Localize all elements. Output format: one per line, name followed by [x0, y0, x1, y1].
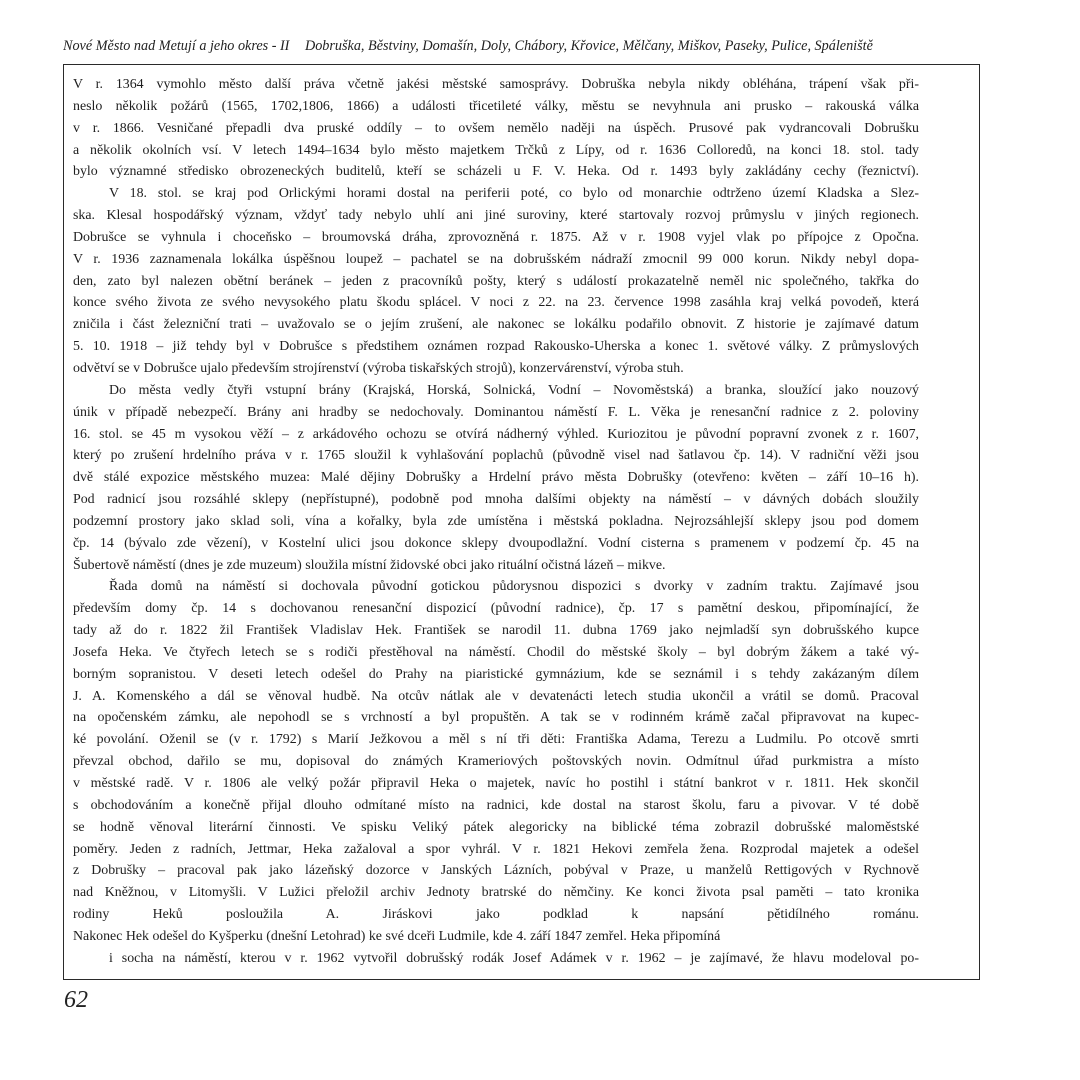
text-line: 16. stol. se 45 m vysokou věží – z arkádového ochozu se otvírá nádherný výhled. Kuriozitou je původní popravní zvonek z r. 1607, [73, 426, 919, 442]
text-line: neslo několik požárů (1565, 1702,1806, 1866) a události třicetileté války, městu se nevyhnula ani prusko – rakouská válka [73, 98, 919, 114]
text-line: i socha na náměstí, kterou v r. 1962 vytvořil dobrušský rodák Josef Adámek v r. 1962 – je zajímavé, že hlavu modeloval po- [109, 950, 919, 966]
body-text [73, 74, 919, 991]
text-line: v r. 1866. Vesničané přepadli dva pruské oddíly – to ovšem nemělo naději na úspěch. Prusové pak vydrancovali Dobrušku [73, 120, 919, 136]
text-line: poměry. Jeden z radních, Jettmar, Heka zažaloval a spor vyhrál. V r. 1821 Hekovi zemřela žena. Rozprodal majetek a odešel [73, 841, 919, 857]
text-line: z Dobrušky – pracoval pak jako lázeňský dozorce v Janských Lázních, pobýval v Praze, u manželů Rettigových v Rychnově [73, 863, 919, 879]
text-line: rodiny Heků posloužila A. Jiráskovi jako podklad k napsání pětidílného románu. [73, 907, 919, 923]
text-line: se hodně věnoval literární činnosti. Ve spisku Veliký pátek alegoricky na biblické téma zobrazil dobrušské maloměstské [73, 819, 919, 835]
text-line: 5. 10. 1918 – již tehdy byl v Dobrušce s předstihem oznámen rozpad Rakousko-Uherska a konec 1. světové války. Z průmyslových [73, 339, 919, 355]
text-line: odvětví se v Dobrušce ujalo především strojírenství (výroba tiskařských strojů), konzervárenství, výroba stuh. [73, 360, 684, 376]
text-line: konce svého života ze svého nevysokého platu škodu splácel. V noci z 22. na 23. července 1998 zasáhla kraj velká povodeň, která [73, 295, 919, 311]
page-number: 62 [64, 987, 88, 1013]
text-line: borným sopranistou. V deseti letech odešel do Prahy na piaristické gymnázium, kde se seznámil i s tehdy zakázaným dílem [73, 666, 919, 682]
text-line: v městské radě. V r. 1806 ale velký požár připravil Heka o majetek, navíc ho postihl i státní bankrot v r. 1811. Hek skončil [73, 776, 919, 791]
text-line: který po zrušení hrdelního práva v r. 1765 sloužil k vyhlašování poplachů (původně visel nad šatlavou čp. 14). V radniční věži jsou [73, 448, 919, 464]
text-line: ska. Klesal hospodářský význam, vždyť tady nebylo uhlí ani jiné suroviny, které startovaly rozvoj průmyslu v jiných regionech. [73, 208, 919, 224]
book-title: Nové Město nad Metují a jeho okres - II [63, 38, 290, 54]
text-line: Dobrušce se vyhnula i choceňsko – broumovská dráha, zprovozněná r. 1875. Až v r. 1908 vyjel vlak po přípojce z Opočna. [73, 229, 919, 245]
text-line: především domy čp. 14 s dochovanou renesanční dispozicí (původní radnice), čp. 17 s pamětní deskou, připomínající, že [73, 601, 919, 617]
text-line: čp. 14 (bývalo zde vězení), v Kostelní ulici jsou dokonce sklepy dvoupodlažní. Vodní cisterna s pramenem v podzemí čp. 45 na [73, 535, 919, 551]
text-line: Do města vedly čtyři vstupní brány (Krajská, Horská, Solnická, Vodní – Novoměstská) a branka, sloužící jako nouzový [109, 382, 919, 398]
text-line: Pod radnicí jsou rozsáhlé sklepy (nepřístupné), podobně pod mnoha dalšími objekty na náměstí – v dávných dobách sloužily [73, 492, 919, 508]
text-line: den, zato byl nalezen obětní beránek – jeden z pracovníků pošty, který s událostí prokazatelně neměl nic společného, takřka do [73, 273, 919, 289]
text-line: tady až do r. 1822 žil František Vladislav Hek. František se narodil 11. dubna 1769 jako nejmladší syn dobrušského kupce [73, 623, 919, 639]
text-line: dvě stálé expozice městského muzea: Malé dějiny Dobrušky a Hrdelní právo města Dobrušky (otevřeno: květen – září 10–16 h). [73, 470, 919, 486]
text-line: a několik okolních vsí. V letech 1494–1634 bylo město majetkem Trčků z Lípy, od r. 1636 Colloredů, na konci 18. stol. tady [73, 142, 919, 158]
text-line: podzemní prostory jako sklad soli, vína a kořalky, byla zde umístěna i městská pokladna. Nejrozsáhlejší sklepy jsou pod domem [73, 513, 919, 529]
text-line: únik v případě nebezpečí. Brány ani hradby se nedochovaly. Dominantou náměstí F. L. Věka je renesanční radnice z 2. poloviny [73, 404, 919, 420]
text-line: převzal obchod, dařilo se mu, dopisoval do známých Krameriových poštovských novin. Odmítnul úřad purkmistra a místo [73, 754, 919, 770]
text-line: ké povolání. Oženil se (v r. 1792) s Marií Ježkovou a měl s ní tři děti: Františka Adama, Terezu a Ludmilu. Po otcově smrti [73, 732, 919, 748]
text-line: Nakonec Hek odešel do Kyšperku (dnešní Letohrad) ke své dceři Ludmile, kde 4. září 1847 zemřel. Heka připomíná [73, 928, 721, 944]
chapter-places: Dobruška, Běstviny, Domašín, Doly, Chábory, Křovice, Mělčany, Miškov, Paseky, Pulice, Spáleniště [304, 38, 873, 54]
text-line: Řada domů na náměstí si dochovala původní gotickou půdorysnou dispozici s dvorky v zadním traktu. Zajímavé jsou [109, 579, 919, 595]
text-line: V 18. stol. se kraj pod Orlickými horami dostal na periferii poté, co bylo od monarchie odtrženo území Kladska a Slez- [109, 186, 919, 202]
text-line: Šubertově náměstí (dnes je zde muzeum) sloužila místní židovské obci jako rituální očistná lázeň – mikve. [73, 557, 666, 573]
text-line: J. A. Komenského a dál se věnoval hudbě. Na otcův nátlak ale v devatenácti letech studia ukončil a vrátil se domů. Pracoval [73, 688, 919, 704]
text-line: nad Kněžnou, v Litomyšli. V Lužici přeložil archiv Jednoty bratrské do němčiny. Ke konci života psal paměti – tato kronika [73, 885, 919, 901]
text-line: Josefa Heka. Ve čtyřech letech se s rodiči přestěhoval na náměstí. Chodil do městské školy – byl dobrým žákem a také vý- [73, 644, 919, 660]
text-line: V r. 1936 zaznamenala lokálka úspěšnou loupež – pachatel se na dobrušském nádraží zmocnil 99 000 korun. Nikdy nebyl dopa- [73, 251, 919, 267]
text-line: bylo významné středisko obrozeneckých buditelů, kteří se scházeli u F. V. Heka. Od r. 1493 byly zakládány cechy (řeznictví). [73, 164, 919, 180]
running-header [63, 38, 983, 55]
text-line: zničila i část železniční trati – uvažovalo se o jejím zrušení, ale nakonec se lokálku podařilo obnovit. Z historie je zajímavé datum [73, 317, 919, 333]
text-line [73, 970, 919, 992]
text-line: na opočenském zámku, ale nepohodl se s vrchností a byl propuštěn. A tak se v rodinném krámě začal připravovat na kupec- [73, 710, 919, 726]
text-line: V r. 1364 vymohlo město další práva včetně jakési městské samosprávy. Dobruška nebyla nikdy obléhána, trápení však při- [73, 77, 919, 92]
text-line: s obchodováním a konečně přijal dlouho odmítané místo na radnici, kde dostal na starost školu, faru a pivovar. V té době [73, 797, 919, 813]
